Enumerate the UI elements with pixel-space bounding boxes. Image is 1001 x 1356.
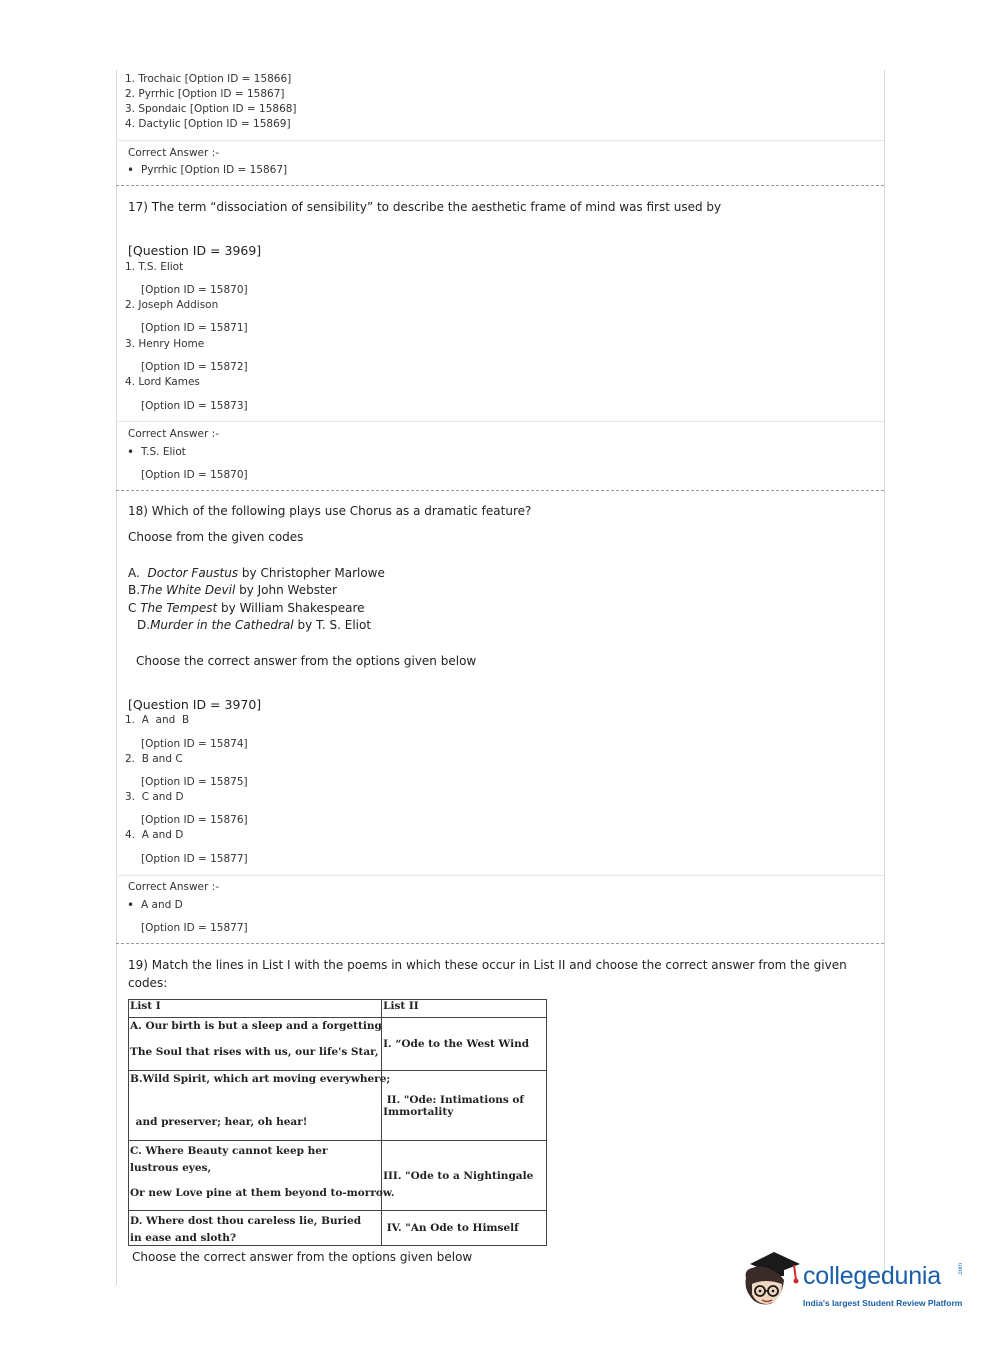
question-separator [116, 490, 884, 491]
q19-choose: Choose the correct answer from the options given below [132, 1250, 473, 1264]
divider [116, 421, 884, 422]
divider [116, 140, 884, 141]
table-cell [129, 1141, 395, 1211]
q18-choose: Choose the correct answer from the options given below [136, 654, 477, 668]
logo-suffix: .com [958, 1262, 964, 1276]
table-cell-line: A. Our birth is but a sleep and a forgetting [130, 1020, 382, 1032]
q18-question: 18) Which of the following plays use Chorus as a dramatic feature? [128, 504, 532, 518]
table-cell: III. "Ode to a Nightingale [382, 1141, 547, 1211]
q18-item-d: D.Murder in the Cathedral by T. S. Eliot [137, 618, 372, 632]
q18-option-2: 2. B and C [125, 753, 183, 765]
question-separator [116, 943, 884, 944]
q18-item-a: A. Doctor Faustus by Christopher Marlowe [128, 566, 385, 580]
q17-question: 17) The term “dissociation of sensibility” to describe the aesthetic frame of mind was first used by [128, 200, 722, 214]
q18-item-b: B.The White Devil by John Webster [128, 583, 337, 597]
table-cell [129, 1071, 391, 1141]
question-separator [116, 185, 884, 186]
q16-option-1: 1. Trochaic [Option ID = 15866] [125, 73, 292, 85]
table-cell: I. “Ode to the West Wind [382, 1018, 547, 1071]
q18-correct-label: Correct Answer :- [128, 881, 219, 893]
table-header-list1: List I [129, 1000, 382, 1018]
q16-option-4: 4. Dactylic [Option ID = 15869] [125, 118, 291, 130]
q18-option-1-id: [Option ID = 15874] [141, 738, 248, 750]
q18-item-c: C The Tempest by William Shakespeare [128, 601, 365, 615]
divider [116, 875, 884, 876]
q16-correct-answer: • Pyrrhic [Option ID = 15867] [141, 164, 287, 176]
match-table [128, 999, 547, 1246]
table-cell-line: and preserver; hear, oh hear! [132, 1116, 308, 1128]
table-row [129, 1071, 547, 1141]
table-cell: II. "Ode: Intimations of Immortality [382, 1071, 547, 1141]
table-row [129, 1018, 547, 1071]
q17-option-4: 4. Lord Kames [125, 376, 200, 388]
q18-option-3: 3. C and D [125, 791, 184, 803]
q18-option-3-id: [Option ID = 15876] [141, 814, 248, 826]
q18-option-4: 4. A and D [125, 829, 184, 841]
q17-option-1: 1. T.S. Eliot [125, 261, 184, 273]
q16-option-2: 2. Pyrrhic [Option ID = 15867] [125, 88, 285, 100]
left-border [116, 70, 117, 1285]
q17-option-2-id: [Option ID = 15871] [141, 322, 248, 334]
q17-correct-label: Correct Answer :- [128, 428, 219, 440]
q17-option-2: 2. Joseph Addison [125, 299, 219, 311]
q18-option-2-id: [Option ID = 15875] [141, 776, 248, 788]
table-row [129, 1211, 547, 1246]
logo-wordmark: collegedunia [803, 1262, 941, 1290]
right-border [884, 70, 885, 1285]
q17-correct-id: [Option ID = 15870] [141, 469, 248, 481]
table-header-list2: List II [382, 1000, 547, 1018]
q17-option-1-id: [Option ID = 15870] [141, 284, 248, 296]
table-cell [129, 1211, 382, 1246]
q18-instruction: Choose from the given codes [128, 530, 304, 544]
table-row [129, 1141, 547, 1211]
table-cell-line: D. Where dost thou careless lie, Buried in ease and sloth? [130, 1215, 362, 1244]
q18-option-4-id: [Option ID = 15877] [141, 853, 248, 865]
q17-question-id: [Question ID = 3969] [128, 243, 262, 258]
q18-question-id: [Question ID = 3970] [128, 697, 262, 712]
table-cell [129, 1018, 382, 1071]
q17-correct-answer: • T.S. Eliot [141, 446, 186, 458]
table-cell: IV. "An Ode to Himself [382, 1211, 547, 1246]
q18-option-1: 1. A and B [125, 714, 190, 726]
table-cell-line: C. Where Beauty cannot keep her lustrous eyes, [130, 1145, 328, 1174]
mascot-logo-icon [742, 1248, 802, 1310]
table-cell-line: The Soul that rises with us, our life's Star, [130, 1046, 379, 1058]
table-cell-line: B.Wild Spirit, which art moving everywhere; [130, 1073, 391, 1085]
q19-question-line1: 19) Match the lines in List I with the poems in which these occur in List II and choose the correct answer from the given [128, 958, 847, 972]
q16-correct-label: Correct Answer :- [128, 147, 219, 159]
q17-option-3-id: [Option ID = 15872] [141, 361, 248, 373]
table-cell-line: Or new Love pine at them beyond to-morrow. [130, 1187, 395, 1199]
q19-question-line2: codes: [128, 976, 168, 990]
q18-correct-answer: • A and D [141, 899, 183, 911]
q18-correct-id: [Option ID = 15877] [141, 922, 248, 934]
q16-option-3: 3. Spondaic [Option ID = 15868] [125, 103, 297, 115]
logo-tagline: India's largest Student Review Platform [803, 1298, 963, 1308]
q17-option-3: 3. Henry Home [125, 338, 205, 350]
q17-option-4-id: [Option ID = 15873] [141, 400, 248, 412]
